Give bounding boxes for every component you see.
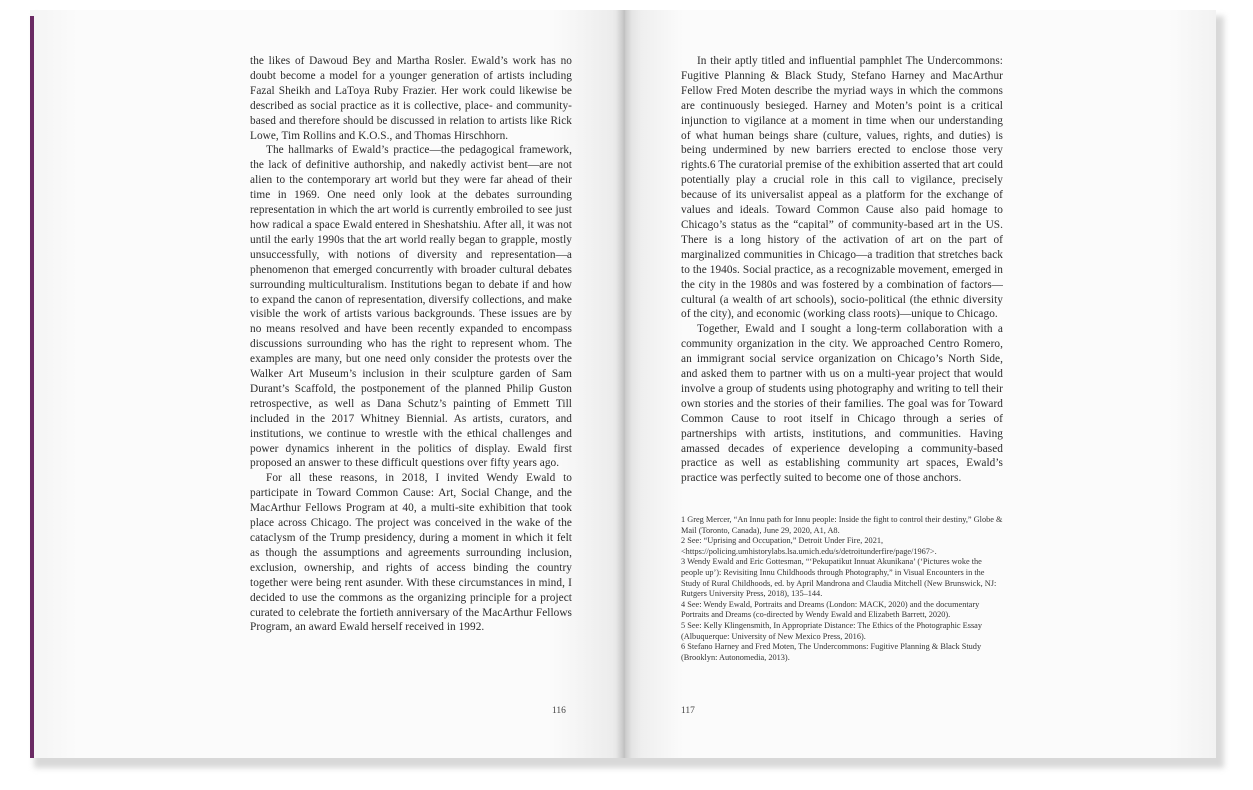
footnote: 1 Greg Mercer, “An Innu path for Innu people: Inside the fight to control their destiny,” Globe & Mail (Toronto, Canada), June 29, 2020, A1, A8. — [681, 515, 1003, 535]
paragraph: In their aptly titled and influential pamphlet The Undercommons: Fugitive Planning & Black Study, Stefano Harney and MacArthur Fellow Fred Moten describe the myriad ways in which the commons are continuously besieged. Harney and Moten’s point is a critical injunction to vigilance at a moment in time when our understanding of what human beings share (culture, values, rights, and duties) is being undermined by new barriers erected to enclose those very rights.6 The curatorial premise of the exhibition asserted that art could potentially play a crucial role in this call to vigilance, precisely because of its universalist appeal as a platform for the exchange of values and ideals. Toward Common Cause also paid homage to Chicago’s status as the “capital” of community-based art in the US. There is a long history of the activation of art on the part of marginalized communities in Chicago—a tradition that stretches back to the 1940s. Social practice, as a recognizable movement, emerged in the city in the 1980s and was fostered by a combination of factors—cultural (a wealth of art schools), socio-political (the ethnic diversity of the city), and economic (working class roots)—unique to Chicago. — [681, 55, 1003, 321]
page-number-left: 116 — [552, 706, 566, 716]
footnotes — [681, 515, 1003, 663]
page-number-right: 117 — [681, 706, 695, 716]
left-page-body — [250, 54, 572, 635]
paragraph: The hallmarks of Ewald’s practice—the pedagogical framework, the lack of definitive authorship, and nakedly activist bent—are not alien to the contemporary art world but they were far ahead of their time in 1969. One need only look at the debates surrounding representation in which the art world is currently embroiled to see just how radical a space Ewald entered in Sheshatshiu. After all, it was not until the early 1990s that the art world really began to grapple, mostly unsuccessfully, with notions of diversity and representation—a phenomenon that emerged concurrently with broader cultural debates surrounding multiculturalism. Institutions began to debate if and how to expand the canon of representation, diversify collections, and make visible the work of artists various backgrounds. These issues are by no means resolved and have been recently expanded to encompass discussions surrounding who has the right to represent whom. The examples are many, but one need only consider the protests over the Walker Art Museum’s inclusion in their sculpture garden of Sam Durant’s Scaffold, the postponement of the planned Philip Guston retrospective, as well as Dana Schutz’s painting of Emmett Till included in the 2017 Whitney Biennial. As artists, curators, and institutions, we continue to wrestle with the ethical challenges and power dynamics inherent in the politics of display. Ewald first proposed an answer to these difficult questions over fifty years ago. — [250, 144, 572, 470]
open-book — [30, 10, 1222, 765]
footnote: 4 See: Wendy Ewald, Portraits and Dreams (London: MACK, 2020) and the documentary Portraits and Dreams (co-directed by Wendy Ewald and Elizabeth Barrett, 2020). — [681, 599, 980, 620]
paragraph: For all these reasons, in 2018, I invited Wendy Ewald to participate in Toward Common Cause: Art, Social Change, and the MacArthur Fellows Program at 40, a multi-site exhibition that took place across Chicago. The project was conceived in the wake of the cataclysm of the Trump presidency, during a moment in which it felt as though the assumptions and agreements surrounding inclusion, exclusion, ownership, and rights of access binding the country together were being rent asunder. With these circumstances in mind, I decided to use the commons as the organizing principle for a project curated to celebrate the fortieth anniversary of the MacArthur Fellows Program, an award Ewald herself received in 1992. — [250, 472, 572, 634]
right-page-body — [681, 54, 1003, 486]
footnote: 5 See: Kelly Klingensmith, In Appropriate Distance: The Ethics of the Photographic Essay (Albuquerque: University of New Mexico Press, 2016). — [681, 620, 983, 641]
footnote: 2 See: “Uprising and Occupation,” Detroit Under Fire, 2021, <https://policing.umhistorylabs.lsa.umich.edu/s/detroitunderfire/page/1967>. — [681, 536, 937, 556]
right-page — [624, 10, 1216, 758]
left-page — [30, 10, 624, 758]
book-edge — [30, 16, 34, 758]
paragraph: the likes of Dawoud Bey and Martha Rosler. Ewald’s work has no doubt become a model for a younger generation of artists including Fazal Sheikh and LaToya Ruby Frazier. Her work could likewise be described as social practice as it is collective, place- and community- based and therefore should be discussed in relation to artists like Rick Lowe, Tim Rollins and K.O.S., and Thomas Hirschhorn. — [250, 55, 572, 142]
footnote: 3 Wendy Ewald and Eric Gottesman, “‘Pekupatikut Innuat Akunikana’ (‘Pictures woke the people up’): Revisiting Innu Childhoods through Photography,” in Visual Encounters in the Study of Rural Childhoods, ed. by April Mandrona and Claudia Mitchell (New Brunswick, NJ: Rutgers University Press, 2018), 135–144. — [681, 557, 997, 599]
footnote: 6 Stefano Harney and Fred Moten, The Undercommons: Fugitive Planning & Black Study (Brooklyn: Autonomedia, 2013). — [681, 642, 982, 662]
paragraph: Together, Ewald and I sought a long-term collaboration with a community organization in the city. We approached Centro Romero, an immigrant social service organization on Chicago’s North Side, and asked them to partner with us on a multi-year project that would involve a group of students using photography and writing to tell their own stories and the stories of their families. The goal was for Toward Common Cause to root itself in Chicago through a series of partnerships with artists, institutions, and communities. Having amassed decades of experience developing a community-based practice as well as establishing community art spaces, Ewald’s practice was perfectly suited to become one of those anchors. — [681, 323, 1003, 485]
